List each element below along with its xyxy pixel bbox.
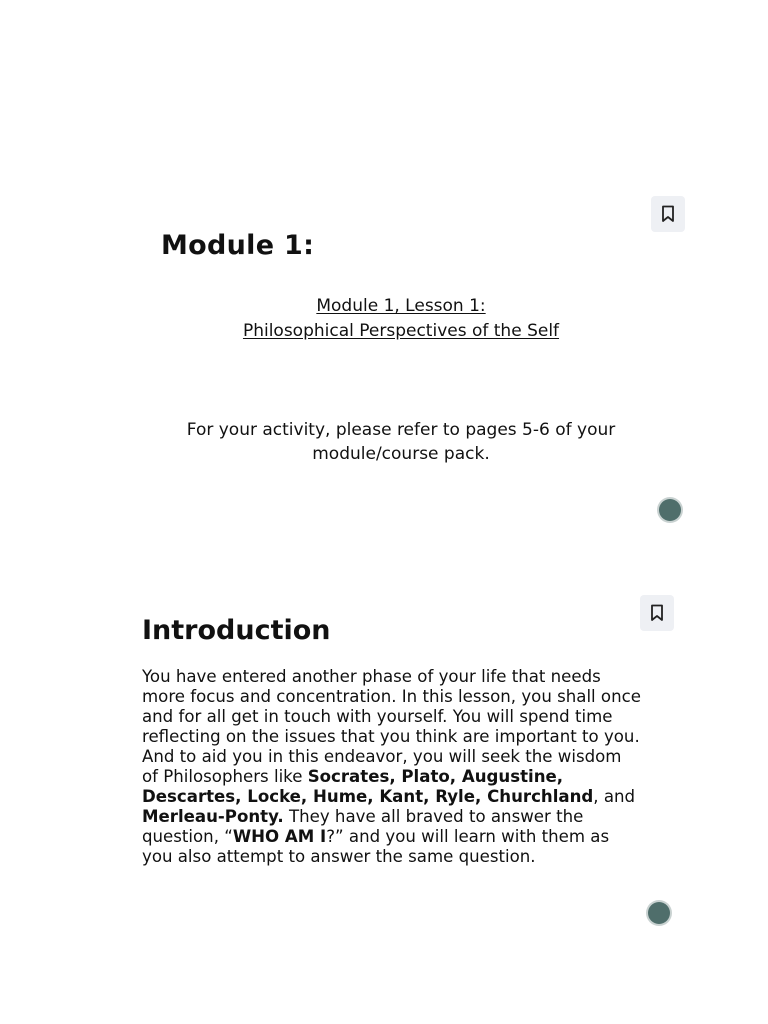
intro-text-and: , and: [593, 787, 636, 806]
intro-text-3: ?” and you will learn with them as you also attempt to answer the same question.: [142, 827, 610, 866]
philosopher-last-name: Merleau-Ponty.: [142, 807, 284, 826]
intro-text-1: You have entered another phase of your life that needs more focus and concentration. In this lesson, you shall once and for all get in touch with yourself. You will spend time reflecting on the issues that you think are important to you. And to aid you in this endeavor, you will seek the wisdom of Philosophers like: [142, 667, 641, 786]
bookmark-icon: [661, 205, 675, 223]
philosopher-names: Socrates, Plato, Augustine, Descartes, Locke, Hume, Kant, Ryle, Churchland: [142, 767, 594, 806]
bookmark-button-2[interactable]: [640, 595, 674, 631]
bookmark-icon: [650, 604, 664, 622]
introduction-heading: Introduction: [142, 615, 331, 646]
who-am-i-question: WHO AM I: [232, 827, 327, 846]
intro-text-2: They have all braved to answer the question, “: [142, 807, 584, 846]
lesson-heading: [180, 294, 622, 344]
lesson-title: Philosophical Perspectives of the Self: [242, 321, 560, 341]
lesson-number: Module 1, Lesson 1:: [316, 296, 486, 316]
bookmark-button-1[interactable]: [651, 196, 685, 232]
module-title: Module 1:: [161, 230, 315, 261]
circle-marker-1[interactable]: [659, 499, 681, 521]
activity-note: For your activity, please refer to pages 5-6 of your module/course pack.: [186, 420, 616, 464]
circle-marker-2[interactable]: [648, 902, 670, 924]
introduction-paragraph: [142, 667, 642, 867]
